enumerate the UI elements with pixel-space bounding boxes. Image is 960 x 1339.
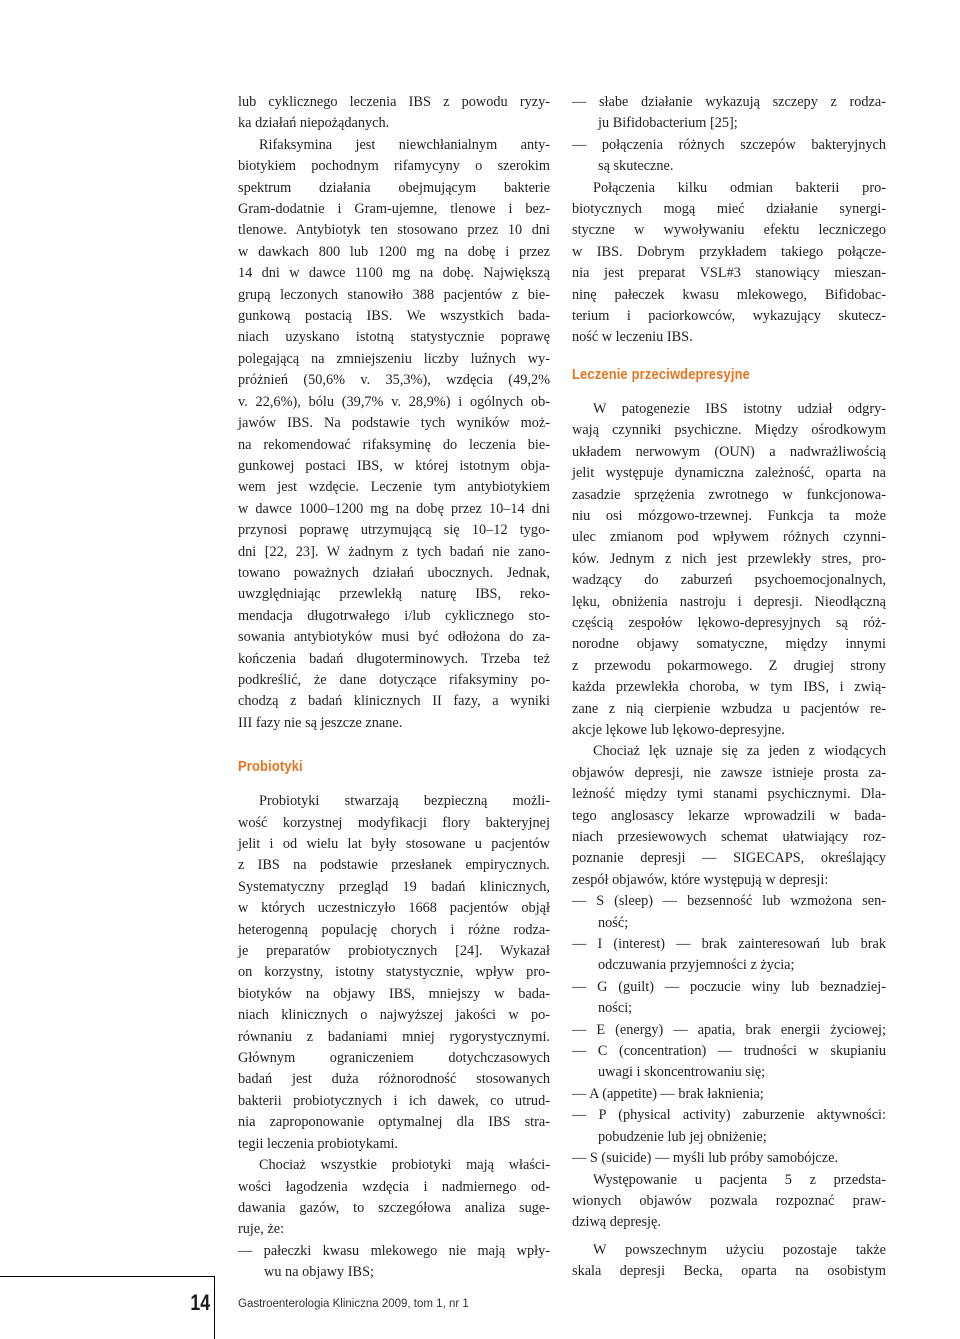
paragraph-rifaksymina [238,135,550,734]
list-item: — I (interest) — brak zainteresowań lub brak [572,936,886,953]
text-line: 14 dni w dawce 1100 mg na dobę. Największą [238,265,550,282]
left-column [238,92,550,1284]
text-line: na rekomendować rifaksyminę do leczenia bie- [238,436,550,453]
section-heading-leczenie: Leczenie przeciwdepresyjne [572,365,750,383]
bullet-list [238,1241,550,1284]
text-line: wości łagodzenia wzdęcia i nadmiernego od- [238,1178,550,1195]
text-line: on korzystny, istotny statystycznie, wpływ pro- [238,964,550,981]
text-line: w dawce 1000–1200 mg na dobę przez 10–14 dni [238,500,550,517]
text-line: lub cyklicznego leczenia IBS z powodu ryzy- [238,94,550,110]
text-line: wają czynniki psychiczne. Między ośrodkowym [572,422,886,439]
footer-divider [214,1276,215,1339]
text-line: tlenowe. Antybiotyk ten stosowano przez 10 dni [238,222,550,239]
paragraph [238,92,550,135]
text-line: sowania antybiotyków musi być odłożona do za- [238,629,550,646]
text-line: wadzący do zaburzeń psychoemocjonalnych, [572,572,886,589]
text-line: ninę pałeczek kwasu mlekowego, Bifidobac- [572,286,886,303]
sigecaps-list [572,891,886,1169]
text-line: w których uczestniczyło 1668 pacjentów objął [238,900,550,917]
text-line: W powszechnym użyciu pozostaje także [593,1241,886,1258]
text-line: Występowanie u pacjenta 5 z przedsta- [593,1171,886,1188]
text-line: ju Bifidobacterium [25]; [598,115,738,132]
text-line: Chociaż lęk uznaje się za jeden z wiodących [593,743,886,760]
text-line: ruje, że: [238,1221,285,1238]
list-item: — C (concentration) — trudności w skupianiu [572,1043,886,1060]
footer-rule [0,1276,214,1277]
text-line: niach klinicznych o najwyższej jakości w po- [238,1007,550,1024]
text-line: ulec zmianom pod wpływem różnych czynni- [572,529,886,546]
text-line: objawów depresji, nie zawsze istnieje prosta za- [572,764,886,781]
journal-citation: Gastroenterologia Kliniczna 2009, tom 1, nr 1 [238,1298,469,1310]
text-line: niach przesiewowych schemat ułatwiający roz- [572,829,886,845]
paragraph-chociaz [238,1155,550,1241]
text-line: terium i paciorkowców, wykazujący skutecz- [572,308,886,325]
text-line: podkreślić, że dane dotyczące rifaksyminy po- [238,671,550,688]
text-line: częścią zespołów lękowo-depresyjnych są róż- [572,614,886,631]
text-line: chodzą z badań klinicznych II fazy, a wyniki [238,693,550,710]
text-line: dawania gazów, to szczegółowa analiza suge- [238,1199,550,1216]
text-line: polegającą na zmniejszeniu liczby luźnych wy- [238,350,550,367]
text-line: gunkowej postaci IBS, w której istotnym obja- [238,457,550,474]
text-line: wem jest wzdęcie. Leczenie tym antybiotykiem [238,479,550,496]
text-line: badań jest duża różnorodność stosowanych [238,1071,550,1088]
text-line: zasadzie sprzężenia zwrotnego w funkcjonowa- [572,486,886,503]
right-column [572,92,886,1283]
text-line: bakterii probiotycznych i ich dawek, co utrud- [238,1092,550,1109]
list-item: — S (sleep) — bezsenność lub wzmożona sen- [572,893,886,910]
text-line: W patogenezie IBS istotny udział odgry- [593,400,886,417]
text-line: wu na objawy IBS; [264,1264,374,1281]
text-line: ność w leczeniu IBS. [572,329,693,346]
text-line: ności; [598,1000,633,1017]
text-line: norodne objawy somatyczne, między innymi [572,636,886,653]
list-item: — S (suicide) — myśli lub próby samobójcze. [572,1150,839,1167]
list-item: — P (physical activity) zaburzenie aktywności: [572,1107,886,1124]
text-line: pobudzenie lub jej obniżenie; [598,1128,767,1145]
text-line: akcje lękowe lub lękowo-depresyjne. [572,721,785,738]
text-line: każda przewlekła choroba, w tym IBS, i zwią- [572,679,886,696]
text-line: jawów IBS. Na podstawie tych wyników moż- [238,415,550,432]
text-line: zespół objawów, które występują w depresji: [572,871,829,888]
text-line: nia zaproponowanie optymalnej dla IBS stra- [238,1114,550,1131]
page-number: 14 [190,1290,210,1315]
text-line: równaniu z badaniami mniej rygorystycznymi. [238,1028,550,1045]
text-line: skala depresji Becka, oparta na osobistym [572,1263,886,1280]
text-line: Chociaż wszystkie probiotyki mają właści- [259,1157,550,1174]
text-line: spektrum działania obejmującym bakterie [238,179,550,196]
paragraph-patogeneza [572,399,886,742]
text-line: ka działań niepożądanych. [238,115,390,132]
text-line: grupą leczonych stanowiło 388 pacjentów z bie- [238,286,550,303]
text-line: ków. Jednym z nich jest przewlekły stres, pro- [572,550,886,567]
list-item: — pałeczki kwasu mlekowego nie mają wpły- [238,1242,550,1259]
text-line: biotycznych mogą mieć działanie synergi- [572,201,886,218]
paragraph-probiotyki [238,791,550,1155]
text-line: przynosi poprawę utrzymującą się 10–12 tygo- [238,522,550,539]
text-line: biotyków na objawy IBS, mniejszy w bada- [238,985,550,1002]
text-line: w dawkach 800 lub 1200 mg na dobę i przez [238,243,550,260]
text-line: z IBS na podstawie przesłanek empirycznych. [238,857,550,874]
text-line: są skuteczne. [598,158,674,175]
list-item: — A (appetite) — brak łaknienia; [572,1085,764,1102]
text-line: towano poważnych działań ubocznych. Jednak, [238,564,550,581]
text-line: wość korzystnej modyfikacji flory bakteryjnej [238,814,550,831]
list-item: — połączenia różnych szczepów bakteryjnych [572,136,886,153]
text-line: kończenia badań długoterminowych. Trzeba też [238,650,550,667]
text-line: biotykiem pochodnym rifamycyny o szerokim [238,158,550,175]
text-line: z przewodu pokarmowego. Z drugiej strony [572,657,886,674]
text-line: dni [22, 23]. W żadnym z tych badań nie zano- [238,543,550,560]
paragraph-beck [572,1240,886,1283]
text-line: je preparatów probiotycznych [24]. Wykazał [238,943,550,960]
text-line: nia jest preparat VSL#3 stanowiący mieszan- [572,265,886,282]
text-line: v. 22,6%), bólu (39,7% v. 28,9%) i ogólnych ob- [238,393,550,410]
text-line: styczne w wywoływaniu efektu leczniczego [572,222,886,239]
text-line: Systematyczny przegląd 19 badań klinicznych, [238,878,550,895]
text-line: mendacja długotrwałego i/lub cyklicznego sto- [238,607,550,624]
text-line: układem nerwowym (OUN) a nadwrażliwością [572,443,886,460]
paragraph-polaczenia [572,178,886,349]
text-line: uwagi i skoncentrowaniu się; [598,1064,766,1081]
text-line: odczuwania przyjemności z życia; [598,957,795,974]
text-line: tego anglosascy lekarze wprowadzili w bada- [572,807,886,824]
text-line: leżność między tymi stanami psychicznymi. Dla- [572,786,886,803]
text-line: III fazy nie są jeszcze znane. [238,714,403,731]
list-item: — G (guilt) — poczucie winy lub beznadziej- [572,978,886,995]
text-line: Połączenia kilku odmian bakterii pro- [593,179,886,196]
bullet-list [572,92,886,178]
text-line: heterogenną populację chorych i różne rodza- [238,921,550,938]
text-line: dziwą depresję. [572,1214,661,1231]
text-line: Głównym ograniczeniem dotychczasowych [238,1050,550,1067]
text-line: w IBS. Dobrym przykładem takiego połącze- [572,243,886,260]
text-line: ność; [598,914,629,931]
text-line: niu osi mózgowo-trzewnej. Funkcja ta może [572,507,886,524]
text-line: wionych objawów pozwala rozpoznać praw- [572,1192,886,1209]
text-line: próżnień (50,6% v. 35,3%), wzdęcia (49,2% [238,372,550,389]
text-line: Probiotyki stwarzają bezpieczną możli- [259,793,550,810]
list-item: — E (energy) — apatia, brak energii życiowej; [572,1021,886,1038]
text-line: Rifaksymina jest niewchłanialnym anty- [259,136,550,153]
text-line: tegii leczenia probiotykami. [238,1135,398,1152]
text-line: gunkową postacią IBS. We wszystkich bada- [238,308,550,325]
text-line: jelit i od wielu lat były stosowane u pacjentów [238,836,550,852]
section-heading-probiotyki: Probiotyki [238,758,303,776]
text-line: zane z nią cierpienie wzbudza u pacjentów re- [572,700,886,717]
text-line: Gram-dodatnie i Gram-ujemne, tlenowe i bez- [238,201,550,218]
text-line: jelit występuje dynamiczna zależność, oparta na [572,465,886,482]
text-line: niach uzyskano istotną statystycznie poprawę [238,329,550,346]
paragraph-lek [572,741,886,891]
text-line: lęku, obniżenia nastroju i depresji. Nieodłączną [572,593,886,610]
paragraph-wystepowanie [572,1170,886,1234]
text-line: uwzględniając przewlekłą naturę IBS, reko- [238,586,550,603]
list-item: — słabe działanie wykazują szczepy z rodza- [572,94,886,110]
text-line: poznanie depresji — SIGECAPS, określający [572,850,886,867]
